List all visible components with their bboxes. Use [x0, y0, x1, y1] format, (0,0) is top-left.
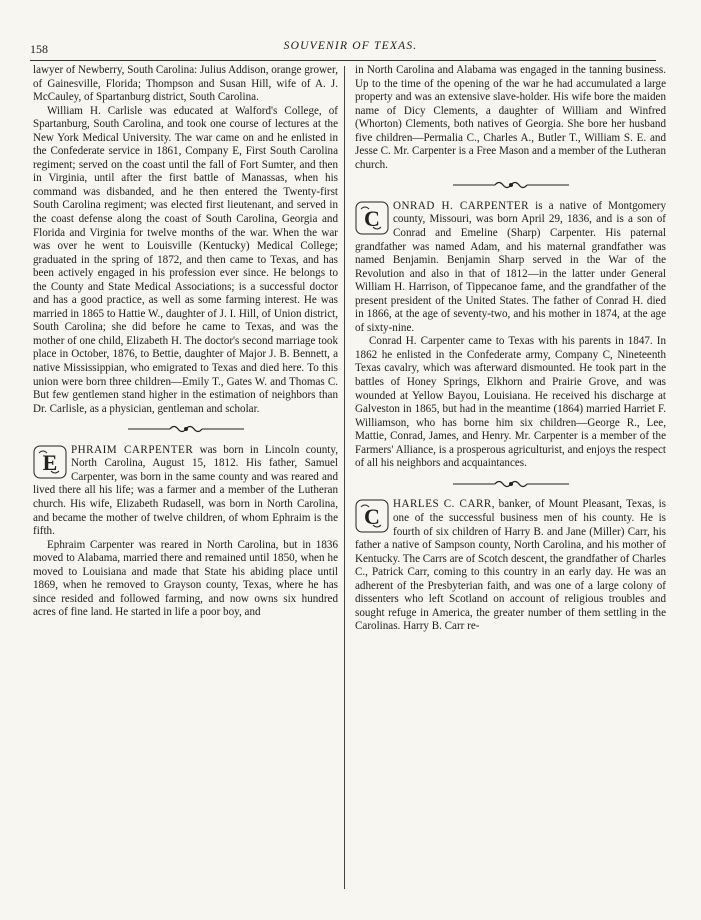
scroll-ornament	[33, 422, 338, 436]
column-divider	[344, 66, 345, 889]
paragraph: Conrad H. Carpenter came to Texas with his parents in 1847. In 1862 he enlisted in the Confederate army, Company C, Nineteenth Texas cavalry, which was afterward dismounted. He took part in the battles of Honey Springs, Elkhorn and Prairie Grove, and was wounded at Yellow Bayou, Louisiana. He received his discharge at Galveston in 1865, but had in the meantime (1864) married Harriet F. Williamson, who has borne him six children—George R., Lee, Mattie, Conrad, James, and Henry. Mr. Carpenter is a member of the Farmers' Alliance, is a prosperous agriculturist, and enjoys the respect of all his neighbors and acquaintances.	[355, 335, 666, 470]
running-title: SOUVENIR OF TEXAS.	[283, 40, 418, 52]
drop-cap-text: E	[42, 449, 58, 475]
paragraph-text: , banker, of Mount Pleasant, Texas, is one of the successful business men of his county. He is fourth of six children of Harry B. and Jane (Miller) Carr, his father a native of Sampson county, North Carolina, and his mother of Kentucky. The Carrs are of Scotch descent, the grandfather of Charles C., Patrick Carr, coming to this country in an early day. He was an adherent of the Presbyterian faith, and was one of a large colony of dissenters who left Scotland on account of religious troubles and sought refuge in America, the greater number of them settling in the Carolinas. Harry B. Carr re-	[355, 498, 666, 633]
scroll-ornament	[355, 477, 666, 491]
drop-cap-letter-c	[355, 499, 389, 533]
biography-ephraim-carpenter	[33, 444, 338, 620]
paragraph: in North Carolina and Alabama was engaged in the tanning business. Up to the time of the opening of the war he had accumulated a large property and was an extensive slave-holder. His wife bore the maiden name of Dicy Clements, a daughter of William and Winfred (Whorton) Clements, both natives of Georgia. She bore her husband five children—Permalia C., Charles A., Butler T., William S. E. and Jesse C. Mr. Carpenter is a Free Mason and a member of the Lutheran church.	[355, 64, 666, 171]
biography-conrad-carpenter	[355, 200, 666, 471]
subject-name: ONRAD H. CARPENTER	[393, 199, 530, 212]
paragraph-text: was born in Lincoln county, North Carolina, August 15, 1812. His father, Samuel Carpenter, was born in the same county and was reared and lived there all his life; was a farmer and a member of the Lutheran church. His wife, Elizabeth Rudasell, was born in North Carolina, and became the mother of twelve children, of whom Ephraim is the fifth.	[33, 443, 338, 538]
paragraph: Ephraim Carpenter was reared in North Carolina, but in 1836 moved to Alabama, married there and remained until 1850, when he moved to Louisiana and made that State his abiding place until 1869, when he removed to Grayson county, Texas, where he has since resided and followed farming, and now owns six hundred acres of fine land. He started in life a poor boy, and	[33, 538, 338, 619]
right-column	[355, 64, 666, 634]
paragraph: William H. Carlisle was educated at Walford's College, of Spartanburg, South Carolina, and took one course of lectures at the New York Medical University. The war came on and he enlisted in the Confederate service in 1861, Company E, First South Carolina regiment; served on the coast until the fall of Fort Sumter, and then in Virginia, until after the first battle of Manassas, when his command was disbanded, and he then entered the Twenty-first South Carolina regiment; was elected first lieutenant, and served in the coast defense along the coast of South Carolina, Georgia and Florida and Virginia for twelve months of the war. When the war was over he went to Louisville (Kentucky) Medical College; graduated in the spring of 1872, and then came to Texas, and has been actively engaged in his profession ever since. He belongs to the County and State Medical Associations; is a successful doctor and has a good practice, as well as some farming interest. He was married in 1865 to Hattie W., daughter of J. I. Hill, of Union district, South Carolina; she did before he came to Texas, and was the mother of one child, Elizabeth H. The doctor's second marriage took place in October, 1876, to Bettie, daughter of Major J. B. Bennett, a native Mississippian, who emigrated to Texas and died here. To this union were born three children—Emily T., Gates W. and Thomas C. But few gentlemen stand higher in the estimation of neighbors than Dr. Carlisle, as a physician, gentleman and scholar.	[33, 104, 338, 415]
drop-cap-letter-e	[33, 445, 67, 479]
paragraph: lawyer of Newberry, South Carolina: Julius Addison, orange grower, of Gainesville, Florida; Thompson and Susan Hill, wife of A. J. McCauley, of Spartanburg district, South Carolina.	[33, 64, 338, 104]
drop-cap-text: C	[364, 504, 380, 530]
paragraph	[33, 444, 338, 539]
drop-cap-letter-c	[355, 201, 389, 235]
drop-cap-text: C	[364, 205, 380, 231]
paragraph-text: is a native of Montgomery county, Missouri, was born April 29, 1836, and is a son of Conrad and Emeline (Sharp) Carpenter. His paternal grandfather was named Adam, and his maternal grandfather was named Benjamin. Benjamin Sharp served in the War of the Revolution and also in that of 1812—in the latter under General William H. Harrison, of Tippecanoe fame, and the grandfather of the present president of the United States. The father of Conrad H. died in 1866, at the age of seventy-two, and his mother in 1874, at the age of sixty-nine.	[355, 199, 667, 334]
subject-name: PHRAIM CARPENTER	[71, 443, 194, 456]
left-column	[33, 64, 338, 620]
paragraph	[355, 498, 666, 633]
scroll-ornament	[355, 178, 666, 192]
biography-charles-carr	[355, 498, 666, 633]
header-rule	[30, 60, 656, 61]
page-number: 158	[30, 42, 48, 56]
subject-name: HARLES C. CARR	[393, 498, 492, 511]
paragraph	[355, 200, 666, 335]
